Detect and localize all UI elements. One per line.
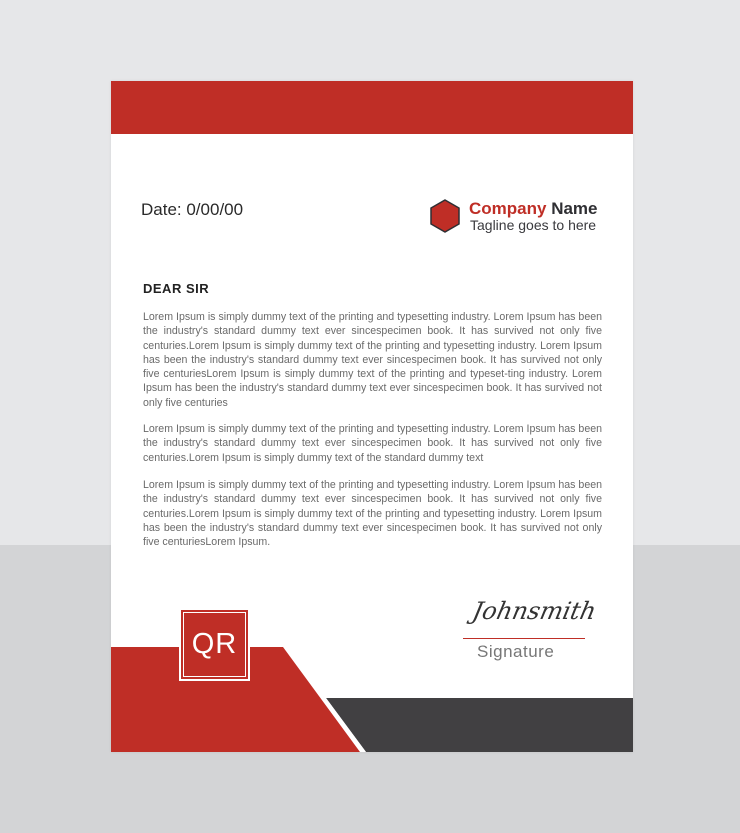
company-name-accent: Company: [469, 199, 547, 218]
body-paragraph: Lorem Ipsum is simply dummy text of the printing and typesetting industry. Lorem Ipsum has been the industry's standard dummy text ever sincespecimen book. It has survived not only five centuries.Lorem Ipsum is simply dummy text of the printing and typesetting industry. Lorem Ipsum has been the industry's standard dummy text ever sincespecimen book. It has survived not only five centuriesLorem Ipsum.: [143, 479, 602, 549]
signature-label: Signature: [477, 642, 555, 661]
qr-code-placeholder: [179, 608, 250, 681]
signature-line: [463, 638, 585, 639]
date-text: Date: 0/00/00: [141, 200, 244, 219]
footer-dark-band: [326, 698, 633, 752]
company-tagline: Tagline goes to here: [470, 217, 597, 233]
letterhead-page: [111, 81, 633, 752]
company-name-rest: Name: [546, 199, 598, 218]
greeting: DEAR SIR: [143, 281, 210, 296]
qr-label: QR: [183, 612, 246, 677]
body-paragraph: Lorem Ipsum is simply dummy text of the printing and typesetting industry. Lorem Ipsum has been the industry's standard dummy text ever sincespecimen book. It has survived not only five centuries.Lorem Ipsum is simply dummy text of the printing and typesetting industry. Lorem Ipsum has been the industry's standard dummy text ever sincespecimen book. It has survived not only five centuriesLorem Ipsum is simply dummy text of the printing and typeset-ting industry. Lorem Ipsum has been the industry's standard dummy text ever sincespecimen book. It has survived not only five centuries: [143, 311, 602, 409]
body-paragraph: Lorem Ipsum is simply dummy text of the printing and typesetting industry. Lorem Ipsum has been the industry's standard dummy text ever sincespecimen book. It has survived not only five centuries.Lorem Ipsum is simply dummy text of the standard dummy text: [143, 423, 602, 464]
signature-handwriting: Johnsmith: [470, 597, 599, 625]
